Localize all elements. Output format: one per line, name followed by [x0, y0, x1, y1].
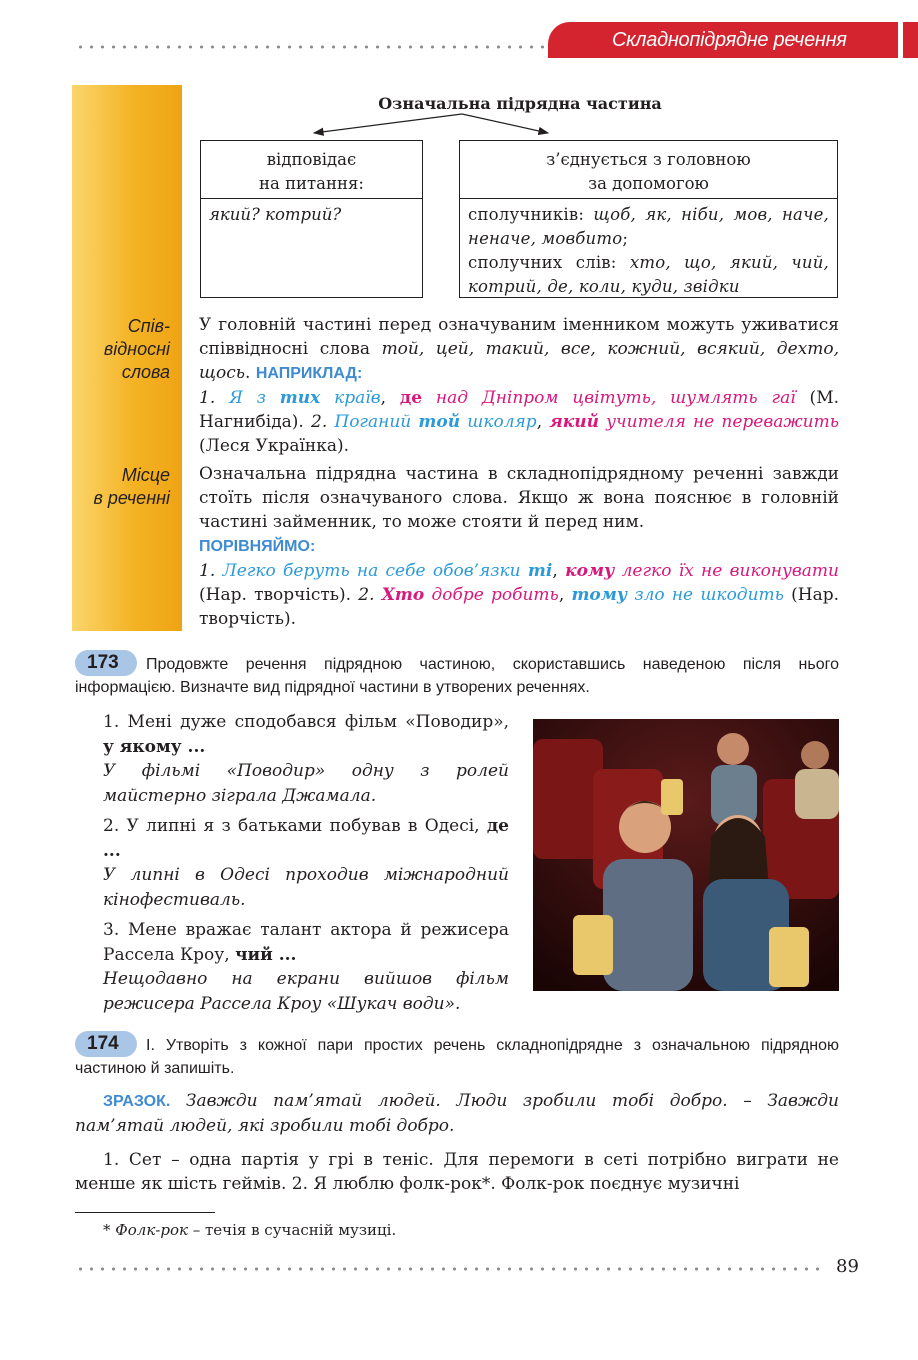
- exercise-173-item-2: [103, 814, 509, 863]
- footnote: [103, 1219, 396, 1241]
- exercise-174-sample: [75, 1089, 839, 1138]
- compare-1-connector: кому: [565, 561, 615, 581]
- item-2-connector: де ...: [103, 816, 509, 861]
- connector-box-header-line2: за допомогою: [588, 174, 709, 193]
- compare-1-comma: ,: [552, 561, 566, 581]
- item-3-text: 3. Мене вражає талант актора й режисера Рассела Кроу,: [103, 920, 509, 965]
- connector-box: [459, 140, 838, 298]
- relative-words-label: сполучних слів:: [468, 253, 630, 272]
- example-1-source: (М. Нагнибіда).: [199, 388, 840, 432]
- compare-2-number: 2.: [358, 585, 382, 605]
- compare-2-main: зло не шкодить: [627, 585, 784, 605]
- footnote-term: Фолк-рок: [115, 1221, 188, 1239]
- item-2-text: 2. У липні я з батьками побував в Одесі,: [103, 816, 487, 836]
- bottom-dotted-rule: [75, 1266, 820, 1272]
- compare-2-connector: Хто: [381, 585, 425, 605]
- example-1-connector: де: [399, 388, 423, 408]
- arrow-left: [314, 114, 462, 133]
- side-label-correlative-line2: відносні: [103, 339, 170, 359]
- conjunctions-label: сполучників:: [468, 205, 594, 224]
- page-number: 89: [836, 1256, 859, 1277]
- position-paragraph: [199, 462, 839, 631]
- conjunctions-end: ;: [622, 229, 629, 248]
- question-box: [200, 140, 423, 298]
- compare-2-comma: ,: [558, 585, 572, 605]
- connector-box-header-line1: з’єднується з головною: [546, 150, 751, 169]
- top-dotted-rule: [75, 44, 553, 50]
- example-label: НАПРИКЛАД:: [255, 365, 363, 382]
- example-2-correlative: той: [418, 412, 461, 432]
- position-text: Означальна підрядна частина в складнопідрядному реченні завжди стоїть після означуваного слова. Якщо ж вона пояснює в головній частині займенник, то може стояти й перед ним.: [199, 464, 839, 532]
- exercise-173-item-3: [103, 918, 509, 967]
- example-1-clause: над Дніпром цвітуть, шумлять гаї: [422, 388, 796, 408]
- correlative-text: У головній частині перед означуваним іменником можуть уживатися співвідносні слова: [199, 315, 839, 359]
- question-box-body: який? котрий?: [209, 205, 342, 224]
- side-label-position-line2: в реченні: [93, 488, 170, 508]
- item-2-info: У липні в Одесі проходив міжнародний кінофестиваль.: [103, 865, 509, 910]
- compare-2-source: (Нар. творчість).: [199, 585, 840, 629]
- compare-1-part-a: Легко беруть на себе обов’язки: [222, 561, 528, 581]
- item-3-info: Нещодавно на екрани вийшов фільм режисера Рассела Кроу «Шукач води».: [103, 969, 509, 1014]
- header-edge-marker: [903, 22, 918, 58]
- compare-2-correlative: тому: [571, 585, 628, 605]
- side-label-position-line1: Місце: [121, 465, 170, 485]
- item-3-connector: чий ...: [235, 944, 297, 965]
- footnote-divider: [75, 1212, 215, 1213]
- example-1-comma: ,: [380, 388, 400, 408]
- example-1-number: 1.: [199, 388, 230, 408]
- example-1-correlative: тих: [279, 388, 321, 408]
- example-2-part-c: школяр: [460, 412, 537, 432]
- cinema-audience-photo: [533, 719, 839, 991]
- compare-2-clause: добре робить: [424, 585, 559, 605]
- side-label-correlative-line1: Спів-: [127, 316, 170, 336]
- diagram-title: Означальна підрядна частина: [378, 94, 662, 113]
- side-label-correlative-line3: слова: [121, 362, 170, 382]
- item-1-text: 1. Мені дуже сподобався фільм «Поводир»,: [103, 712, 509, 732]
- exercise-173-task: Продовжте речення підрядною частиною, скориставшись наведеною після нього інформацією. Визначте вид підрядної частини в утворених реченнях.: [75, 656, 839, 696]
- example-2-number: 2.: [311, 412, 335, 432]
- connector-box-header: [460, 141, 837, 199]
- relative-words-list: хто, що, який, чий, котрий, де, коли, куди, звідки: [468, 253, 829, 296]
- question-box-header: [201, 141, 422, 199]
- conjunctions-list: щоб, як, ніби, мов, наче, неначе, мовбито: [468, 205, 829, 248]
- example-1-part-a: Я з: [229, 388, 280, 408]
- exercise-174-badge: 174: [75, 1031, 137, 1057]
- side-label-position: [70, 464, 170, 510]
- example-2-clause: учителя не переважить: [599, 412, 840, 432]
- arrow-right: [462, 114, 548, 133]
- section-title: Складнопідрядне речення: [612, 29, 847, 51]
- question-box-header-line1: відповідає: [266, 150, 357, 169]
- correlative-paragraph: [199, 313, 839, 458]
- correlative-words: той, цей, такий, все, кожний, всякий, дехто, щось: [199, 339, 839, 383]
- compare-label: ПОРІВНЯЙМО:: [199, 538, 316, 555]
- example-2-connector: який: [549, 412, 600, 432]
- section-header-tab: [548, 22, 898, 58]
- side-label-correlative: [70, 315, 170, 384]
- compare-1-source: (Нар. творчість).: [199, 585, 359, 605]
- footnote-text: – течія в сучасній музиці.: [187, 1221, 397, 1239]
- compare-1-number: 1.: [199, 561, 223, 581]
- example-2-comma: ,: [536, 412, 550, 432]
- footnote-star: *: [103, 1221, 116, 1239]
- compare-1-correlative: ті: [527, 561, 553, 581]
- connector-box-body: [460, 199, 837, 303]
- exercise-174-task: І. Утворіть з кожної пари простих речень складнопідрядне з означальною підрядною частиною й запишіть.: [75, 1037, 839, 1077]
- example-2-part-a: Поганий: [334, 412, 419, 432]
- sample-label: ЗРАЗОК.: [103, 1093, 171, 1110]
- example-1-part-c: країв: [320, 388, 381, 408]
- exercise-173-item-1: [103, 710, 509, 759]
- exercise-174-body: 1. Сет – одна партія у грі в теніс. Для перемоги в сеті потрібно виграти не менше як шість геймів. 2. Я люблю фолк-рок*. Фолк-рок поєднує музичні: [75, 1150, 839, 1194]
- exercise-173-badge: 173: [75, 650, 137, 676]
- question-box-header-line2: на питання:: [258, 174, 364, 193]
- sample-text: Завжди пам’ятай людей. Люди зробили тобі добро. – Завжди пам’ятай людей, які зробили тобі добро.: [75, 1091, 839, 1136]
- compare-1-clause: легко їх не виконувати: [614, 561, 839, 581]
- item-1-connector: у якому ...: [103, 736, 206, 757]
- exercise-173-items: [103, 710, 509, 1016]
- diagram-arrows: [300, 108, 620, 140]
- correlative-text-end: .: [245, 363, 256, 383]
- example-2-source: (Леся Українка).: [199, 436, 350, 456]
- item-1-info: У фільмі «Поводир» одну з ролей майстерно зіграла Джамала.: [103, 761, 509, 806]
